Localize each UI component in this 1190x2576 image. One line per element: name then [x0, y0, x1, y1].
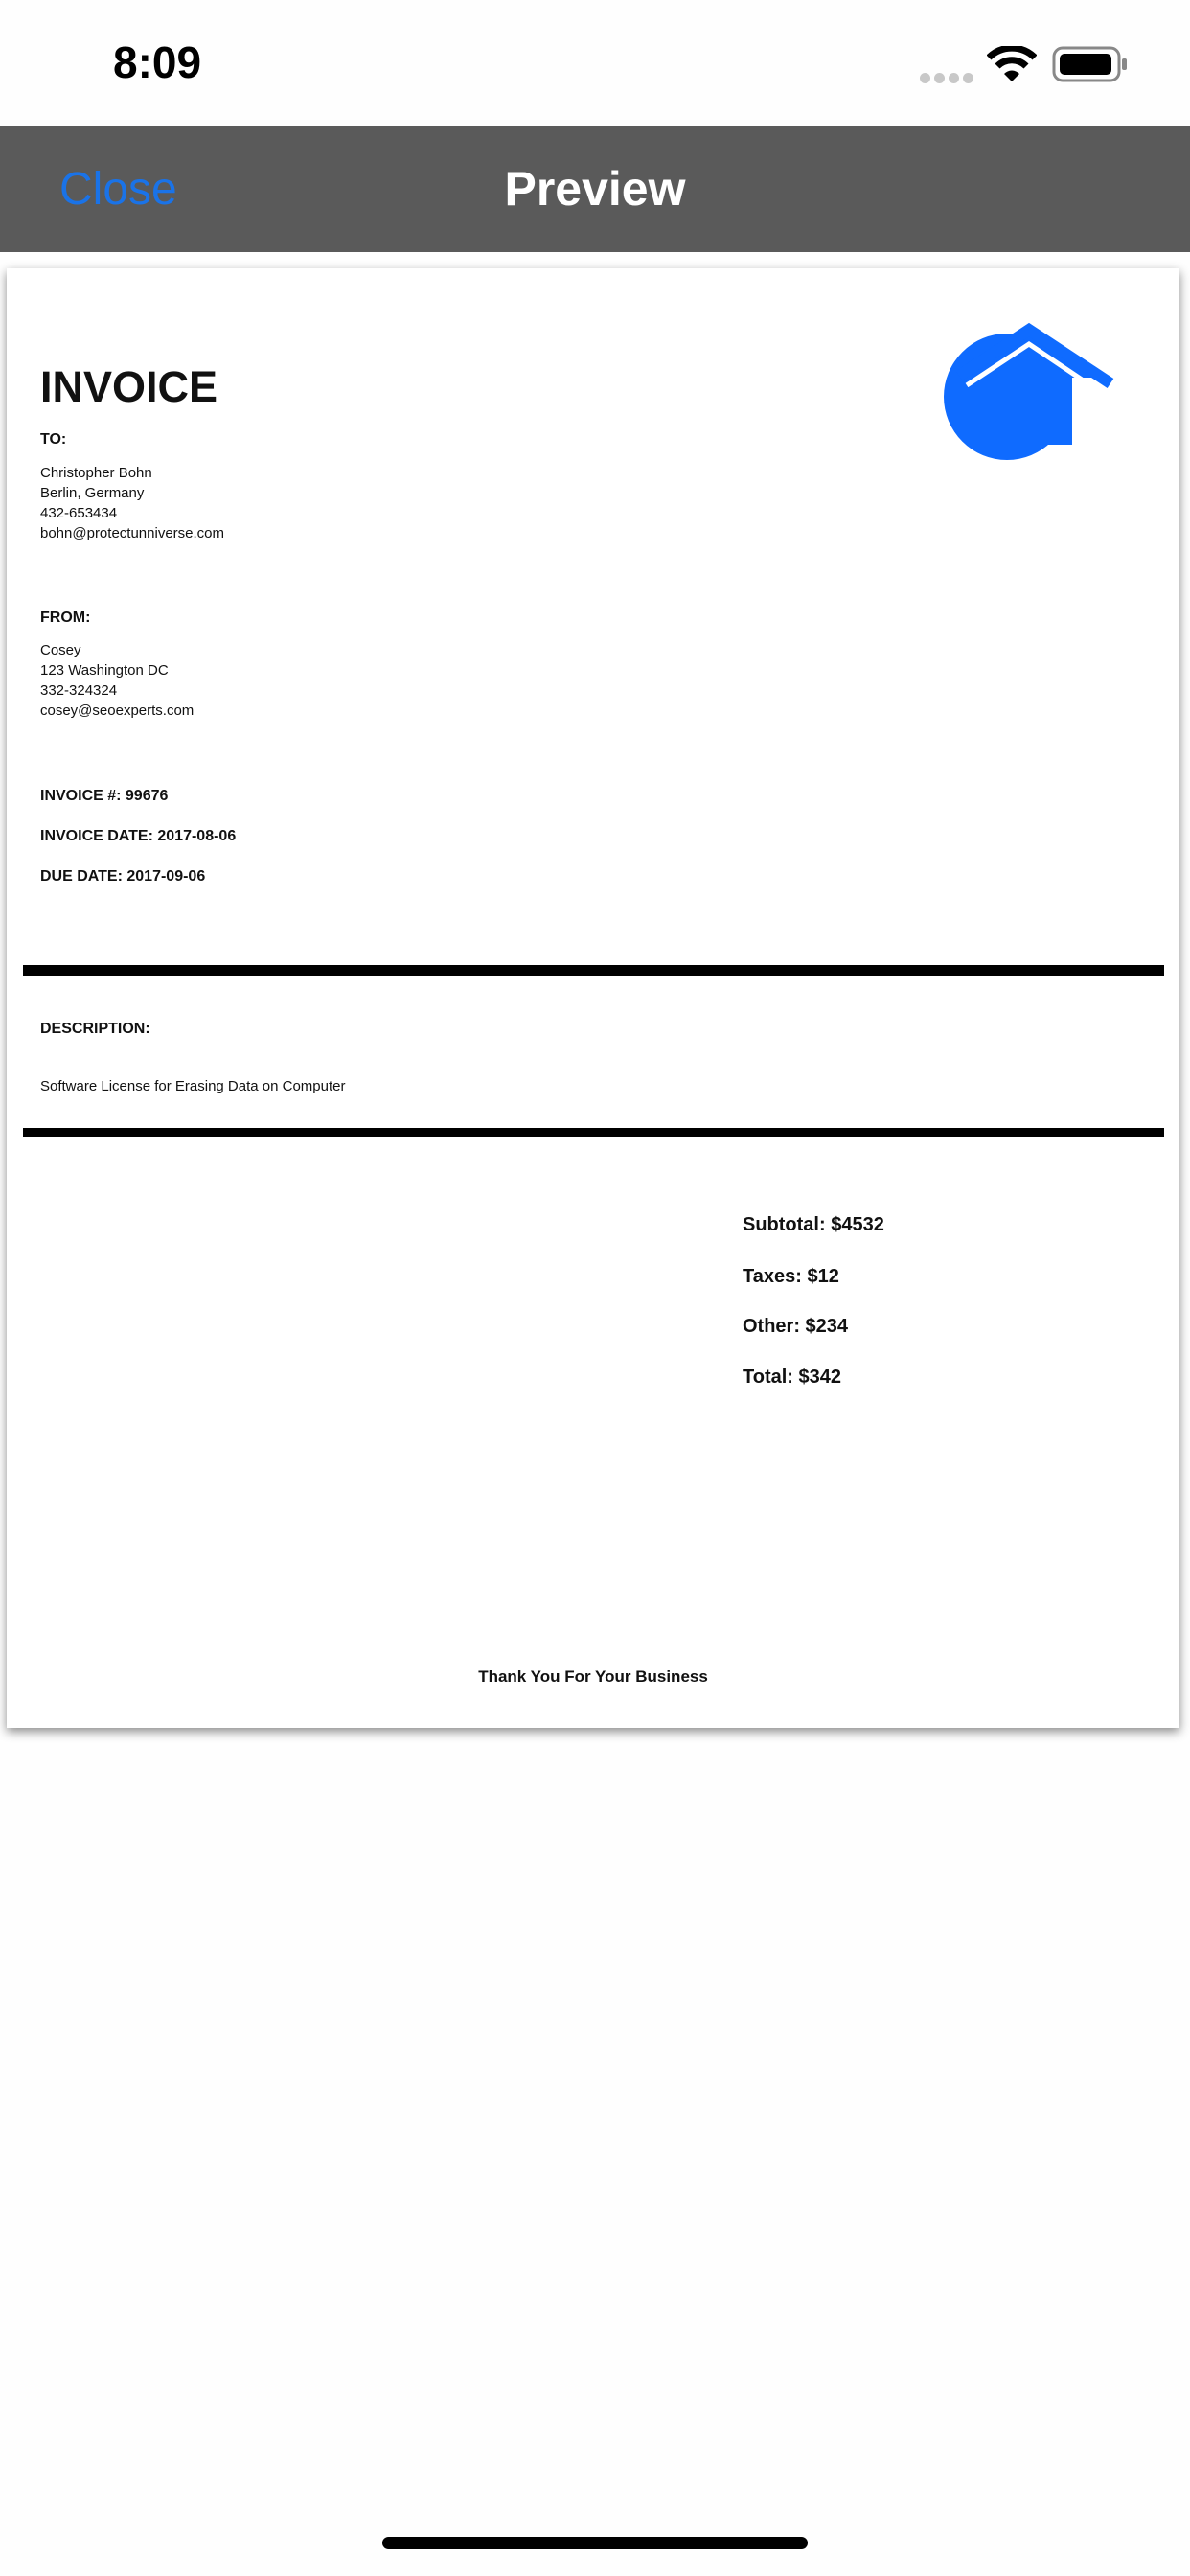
- total: Total: $342: [743, 1367, 841, 1388]
- invoice-title: INVOICE: [40, 362, 218, 411]
- description-text: Software License for Erasing Data on Computer: [40, 1078, 346, 1094]
- subtotal: Subtotal: $4532: [743, 1214, 884, 1235]
- recipient-phone: 432-653434: [40, 505, 118, 521]
- home-indicator[interactable]: [382, 2537, 808, 2549]
- sender-street: 123 Washington DC: [40, 662, 169, 678]
- cellular-signal-icon: [920, 0, 996, 96]
- description-label: DESCRIPTION:: [40, 1021, 150, 1037]
- sender-email: cosey@seoexperts.com: [40, 702, 195, 719]
- due-date: DUE DATE: 2017-09-06: [40, 868, 206, 885]
- sender-address: [40, 640, 194, 721]
- from-label: FROM:: [40, 610, 91, 626]
- other: Other: $234: [743, 1316, 849, 1337]
- sender-phone: 332-324324: [40, 682, 118, 699]
- recipient-city: Berlin, Germany: [40, 485, 145, 501]
- invoice-preview-page: [7, 268, 1179, 1728]
- invoice-date: INVOICE DATE: 2017-08-06: [40, 828, 237, 844]
- recipient-name: Christopher Bohn: [40, 465, 152, 481]
- close-button[interactable]: Close: [59, 164, 177, 215]
- divider: [23, 1128, 1164, 1137]
- wifi-icon: [987, 46, 1037, 84]
- house-logo: [938, 310, 1130, 473]
- divider: [23, 965, 1164, 976]
- to-label: TO:: [40, 431, 67, 448]
- sender-name: Cosey: [40, 642, 81, 658]
- invoice-number: INVOICE #: 99676: [40, 788, 169, 804]
- page-title: Preview: [504, 162, 686, 216]
- footer-thank-you: Thank You For Your Business: [478, 1668, 708, 1686]
- recipient-address: [40, 463, 224, 543]
- status-time: 8:09: [113, 37, 202, 87]
- battery-icon: [1052, 46, 1129, 82]
- taxes: Taxes: $12: [743, 1266, 839, 1287]
- recipient-email: bohn@protectunniverse.com: [40, 525, 224, 541]
